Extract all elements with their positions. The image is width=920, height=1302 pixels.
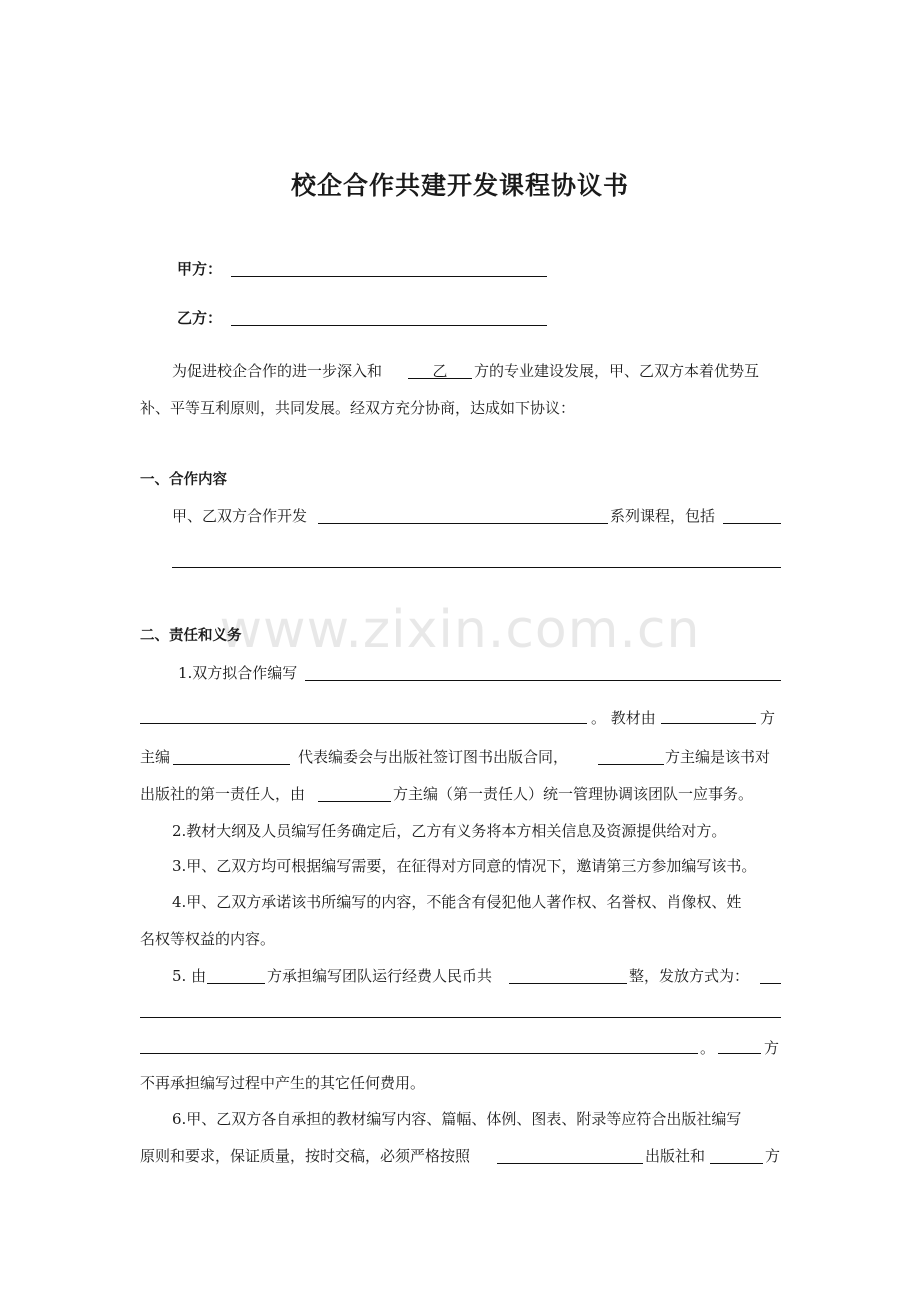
item2-text: 2.教材大纲及人员编写任务确定后，乙方有义务将本方相关信息及资源提供给对方。 (172, 822, 727, 840)
publisher-name-blank[interactable] (497, 1163, 643, 1164)
item1-text-c: 方 (760, 709, 776, 727)
item5-text-b: 方承担编写团队运行经费人民币共 (267, 967, 493, 985)
section1-text-a: 甲、乙双方合作开发 (172, 507, 308, 525)
item1-text-h: 方主编（第一责任人）统一管理协调该团队一应事务。 (393, 785, 754, 803)
no-cost-party-blank[interactable] (718, 1053, 761, 1054)
item1-text-b: 。 教材由 (591, 709, 656, 727)
course-include-blank[interactable] (723, 523, 781, 524)
item6-text-a: 6.甲、乙双方各自承担的教材编写内容、篇幅、体例、图表、附录等应符合出版社编写 (172, 1110, 742, 1128)
course-detail-blank[interactable] (172, 567, 781, 568)
editor-name-blank[interactable] (173, 764, 290, 765)
section-heading-duties: 二、责任和义务 (140, 628, 242, 644)
item5-text-e: 方 (764, 1039, 780, 1057)
intro-text-3: 补、平等互利原则，共同发展。经双方充分协商，达成如下协议： (140, 399, 576, 417)
item1-text-e: 代表编委会与出版社签订图书出版合同， (298, 748, 569, 766)
item6-text-b: 原则和要求，保证质量，按时交稿，必须严格按照 (140, 1147, 471, 1165)
item5-text-c: 整，发放方式为： (629, 967, 750, 985)
item5-text-d: 。 (700, 1039, 716, 1057)
payment-method-blank-3[interactable] (140, 1053, 698, 1054)
textbook-name-blank[interactable] (305, 680, 781, 681)
payment-method-blank-2[interactable] (140, 1017, 781, 1018)
editor-party-blank[interactable] (661, 723, 756, 724)
watermark: www.zixin.com.cn (219, 600, 701, 660)
item3-text: 3.甲、乙双方均可根据编写需要，在征得对方同意的情况下，邀请第三方参加编写该书。 (172, 857, 757, 875)
requirement-party-blank[interactable] (710, 1163, 763, 1164)
item5-text-a: 5. 由 (172, 967, 207, 985)
textbook-name-blank-2[interactable] (140, 723, 587, 724)
funding-party-blank[interactable] (207, 983, 265, 984)
payment-method-blank[interactable] (760, 983, 781, 984)
section-heading-cooperation: 一、合作内容 (140, 472, 227, 488)
party-a-label: 甲方： (177, 260, 223, 278)
item6-text-d: 方 (765, 1147, 781, 1165)
intro-filled-party: 乙 (432, 362, 448, 380)
chief-party-blank[interactable] (598, 764, 664, 765)
item1-text-f: 方主编是该书对 (665, 748, 771, 766)
party-a-blank[interactable] (231, 276, 547, 277)
course-series-blank[interactable] (318, 523, 608, 524)
party-b-label: 乙方： (177, 309, 223, 327)
party-b-blank[interactable] (231, 325, 547, 326)
section1-text-b: 系列课程，包括 (610, 507, 716, 525)
funding-amount-blank[interactable] (509, 983, 627, 984)
item4-text-b: 名权等权益的内容。 (140, 930, 276, 948)
document-title: 校企合作共建开发课程协议书 (290, 171, 629, 200)
intro-text-1: 为促进校企合作的进一步深入和 (172, 362, 383, 380)
item5-text-f: 不再承担编写过程中产生的其它任何费用。 (140, 1074, 426, 1092)
item6-text-c: 出版社和 (645, 1147, 706, 1165)
item4-text-a: 4.甲、乙双方承诺该书所编写的内容，不能含有侵犯他人著作权、名誉权、肖像权、姓 (172, 893, 742, 911)
item1-text-a: 1.双方拟合作编写 (178, 664, 298, 682)
coordinator-party-blank[interactable] (318, 801, 391, 802)
item1-text-d: 主编 (140, 748, 171, 766)
item1-text-g: 出版社的第一责任人，由 (140, 785, 306, 803)
intro-text-2: 方的专业建设发展，甲、乙双方本着优势互 (474, 362, 760, 380)
